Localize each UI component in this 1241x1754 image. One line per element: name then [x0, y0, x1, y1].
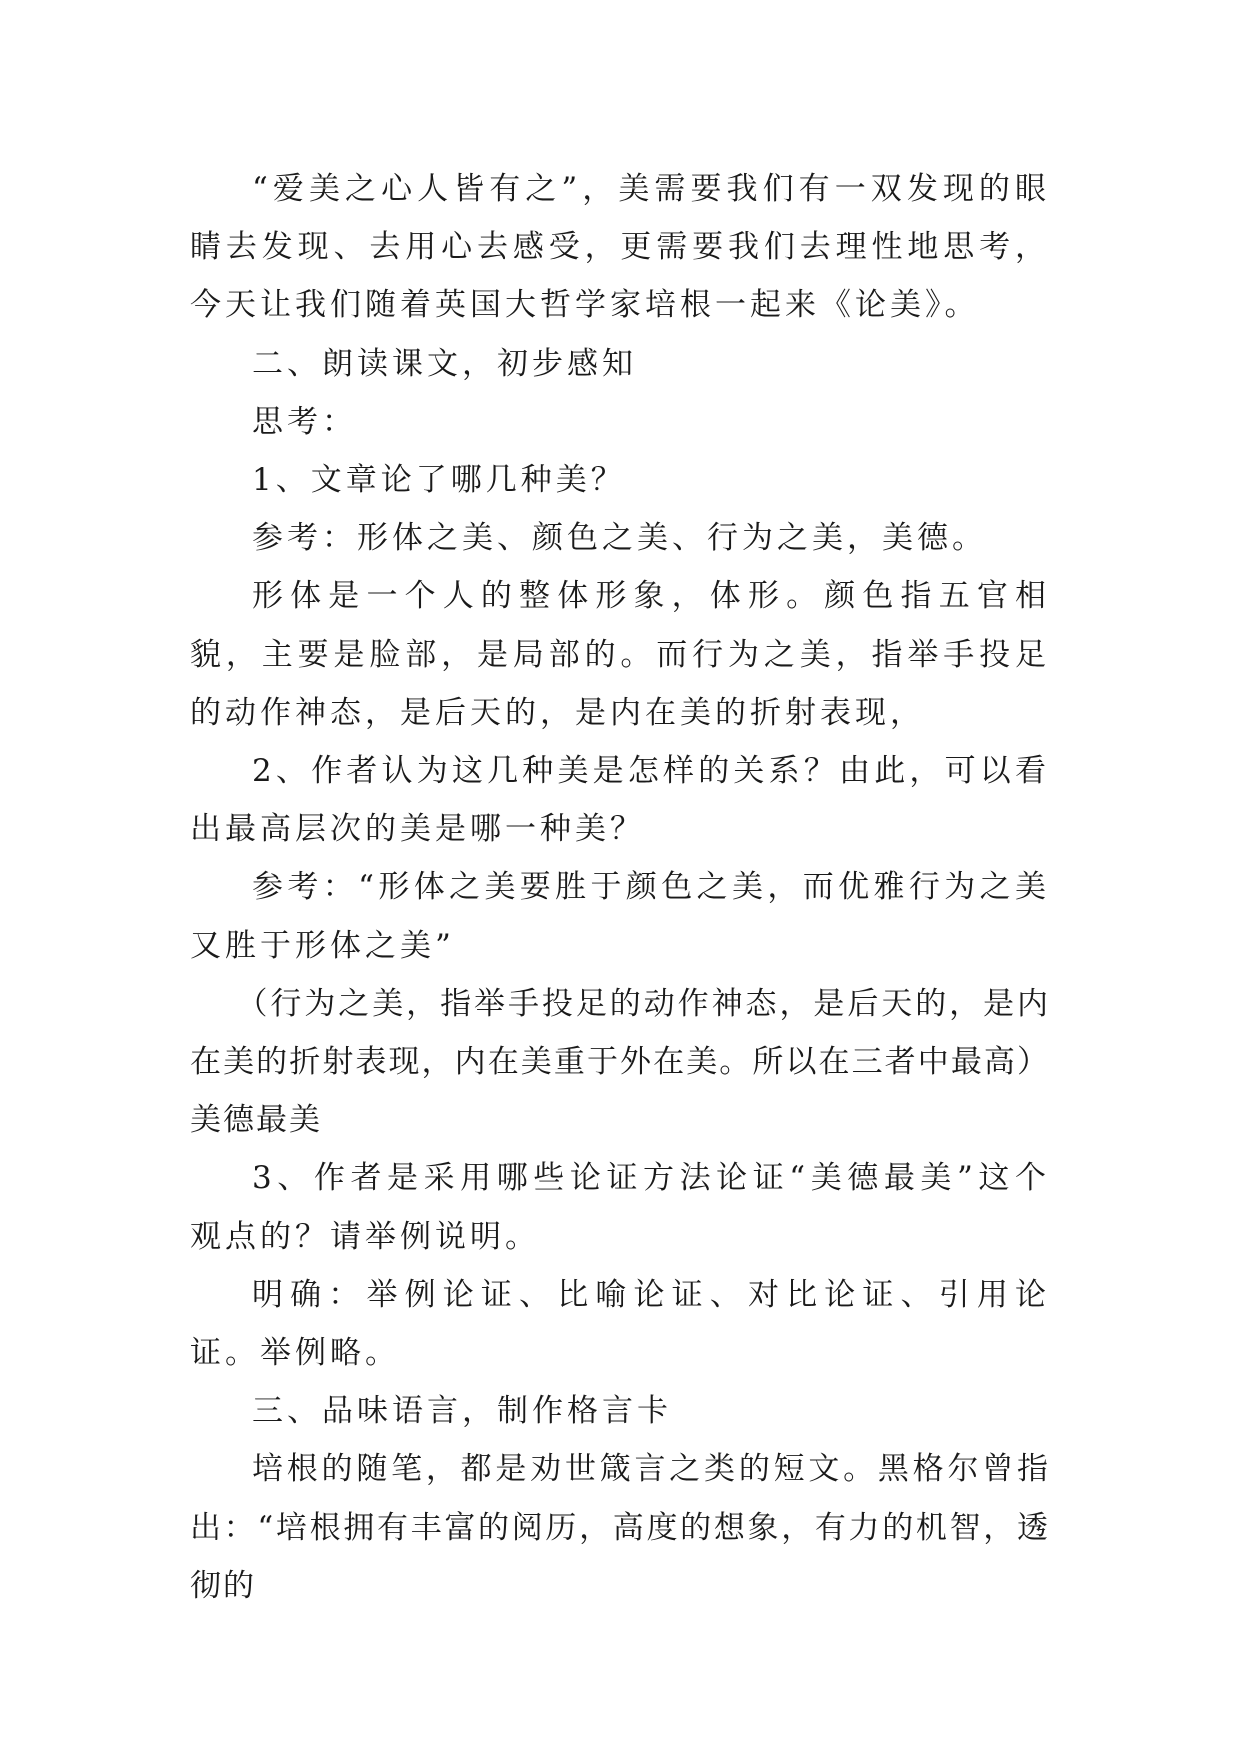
- answer-2: 参考：“形体之美要胜于颜色之美，而优雅行为之美又胜于形体之美”: [190, 869, 1050, 964]
- answer-1: 参考：形体之美、颜色之美、行为之美，美德。: [252, 520, 987, 557]
- paragraph-think: 思考：: [252, 403, 357, 440]
- document-body: [190, 160, 1050, 1615]
- section-heading-2: 二、朗读课文，初步感知: [252, 345, 637, 382]
- section-heading-3: 三、品味语言，制作格言卡: [252, 1393, 672, 1430]
- question-2: 2、作者认为这几种美是怎样的关系？由此，可以看出最高层次的美是哪一种美？: [190, 753, 1050, 848]
- paragraph-intro: “爱美之心人皆有之”，美需要我们有一双发现的眼睛去发现、去用心去感受，更需要我们去理性地思考，今天让我们随着英国大哲学家培根一起来《论美》。: [190, 171, 1050, 324]
- question-3: 3、作者是采用哪些论证方法论证“美德最美”这个观点的？请举例说明。: [190, 1160, 1050, 1255]
- paragraph-bacon: 培根的随笔，都是劝世箴言之类的短文。黑格尔曾指出：“培根拥有丰富的阅历，高度的想象，有力的机智，透彻的: [190, 1451, 1050, 1604]
- answer-3: 明确：举例论证、比喻论证、对比论证、引用论证。举例略。: [190, 1276, 1050, 1372]
- question-1: 1、文章论了哪几种美？: [252, 462, 626, 499]
- explanation-2: （行为之美，指举手投足的动作神态，是后天的，是内在美的折射表现，内在美重于外在美。所以在三者中最高）美德最美: [190, 985, 1050, 1139]
- explanation-1: 形体是一个人的整体形象，体形。颜色指五官相貌，主要是脸部，是局部的。而行为之美，指举手投足的动作神态，是后天的，是内在美的折射表现，: [190, 578, 1050, 731]
